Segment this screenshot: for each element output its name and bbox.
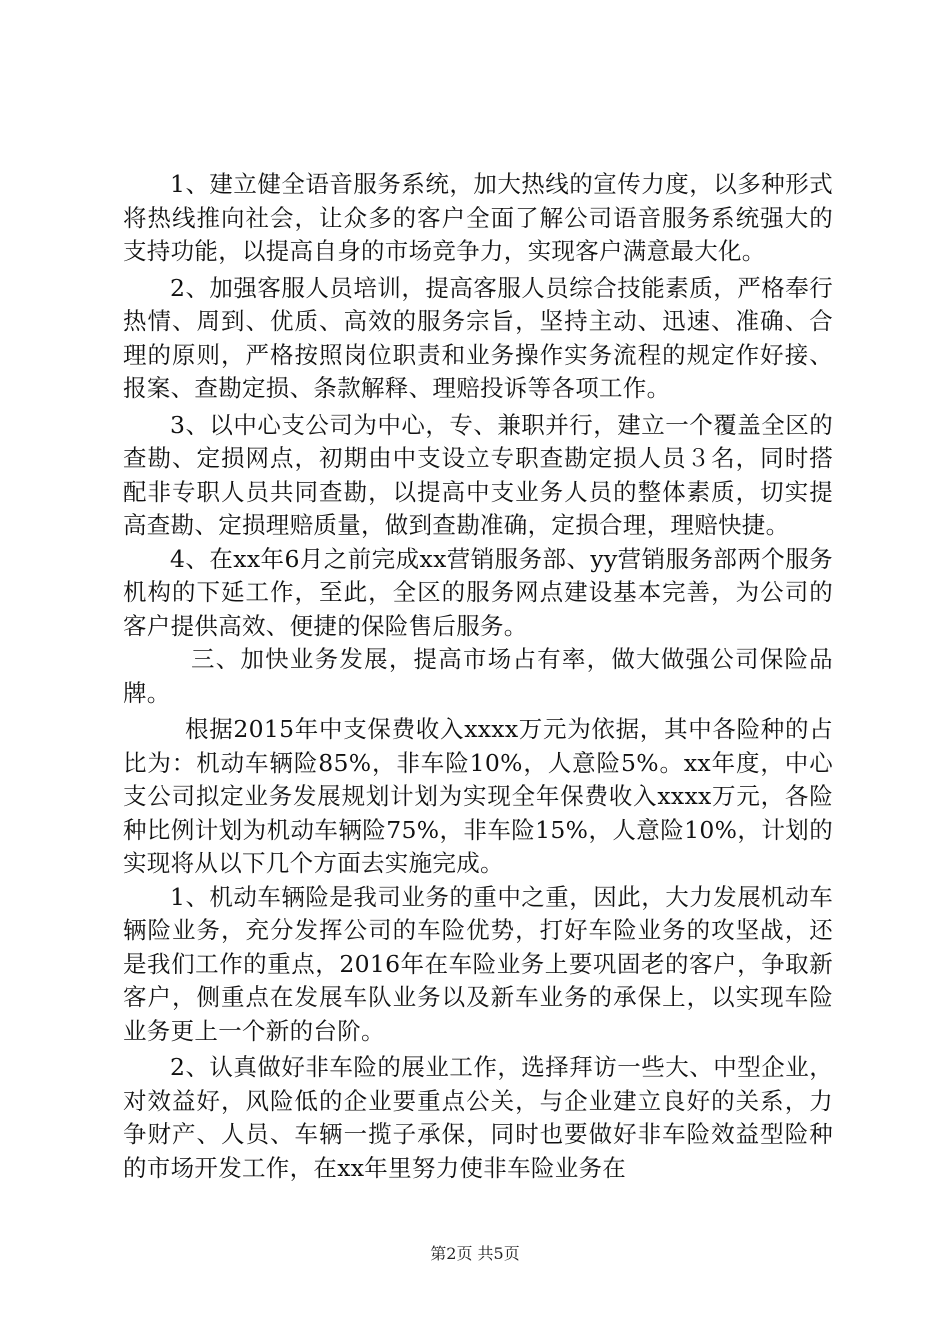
paragraph-motor-insurance: 1、机动车辆险是我司业务的重中之重，因此，大力发展机动车辆险业务，充分发挥公司的车险优势，打好车险业务的攻坚战，还是我们工作的重点，2016年在车险业务上要巩固老的客户，争取新客户，侧重点在发展车队业务以及新车业务的承保上，以实现车险业务更上一个新的台阶。 (123, 882, 833, 1045)
paragraph-premium-plan: 根据2015年中支保费收入xxxx万元为依据，其中各险种的占比为：机动车辆险85%，非车险10%，人意险5%。xx年度，中心支公司拟定业务发展规划计划为实现全年保费收入xxxx万元，各险种比例计划为机动车辆险75%，非车险15%，人意险10%，计划的实现将从以下几个方面去实施完成。 (123, 715, 833, 877)
paragraph-voice-service: 1、建立健全语音服务系统，加大热线的宣传力度，以多种形式将热线推向社会，让众多的客户全面了解公司语音服务系统强大的支持功能，以提高自身的市场竞争力，实现客户满意最大化。 (123, 170, 833, 265)
page-number-indicator: 第2页 共5页 (430, 1244, 520, 1263)
page-footer (0, 1241, 950, 1264)
paragraph-non-motor-insurance: 2、认真做好非车险的展业工作，选择拜访一些大、中型企业，对效益好，风险低的企业要重点公关，与企业建立良好的关系，力争财产、人员、车辆一揽子承保，同时也要做好非车险效益型险种的市场开发工作，在xx年里努力使非车险业务在 (123, 1053, 833, 1182)
section-heading-business-development: 三、加快业务发展，提高市场占有率，做大做强公司保险品牌。 (123, 645, 833, 707)
paragraph-branch-extension: 4、在xx年6月之前完成xx营销服务部、yy营销服务部两个服务机构的下延工作，至此，全区的服务网点建设基本完善，为公司的客户提供高效、便捷的保险售后服务。 (123, 544, 833, 640)
paragraph-survey-network: 3、以中心支公司为中心，专、兼职并行，建立一个覆盖全区的查勘、定损网点，初期由中支设立专职查勘定损人员３名，同时搭配非专职人员共同查勘，以提高中支业务人员的整体素质，切实提高查勘、定损理赔质量，做到查勘准确，定损合理，理赔快捷。 (123, 410, 833, 539)
document-body (123, 168, 833, 1185)
paragraph-staff-training: 2、加强客服人员培训，提高客服人员综合技能素质，严格奉行热情、周到、优质、高效的服务宗旨，坚持主动、迅速、准确、合理的原则，严格按照岗位职责和业务操作实务流程的规定作好接、报案、查勘定损、条款解释、理赔投诉等各项工作。 (123, 273, 833, 402)
